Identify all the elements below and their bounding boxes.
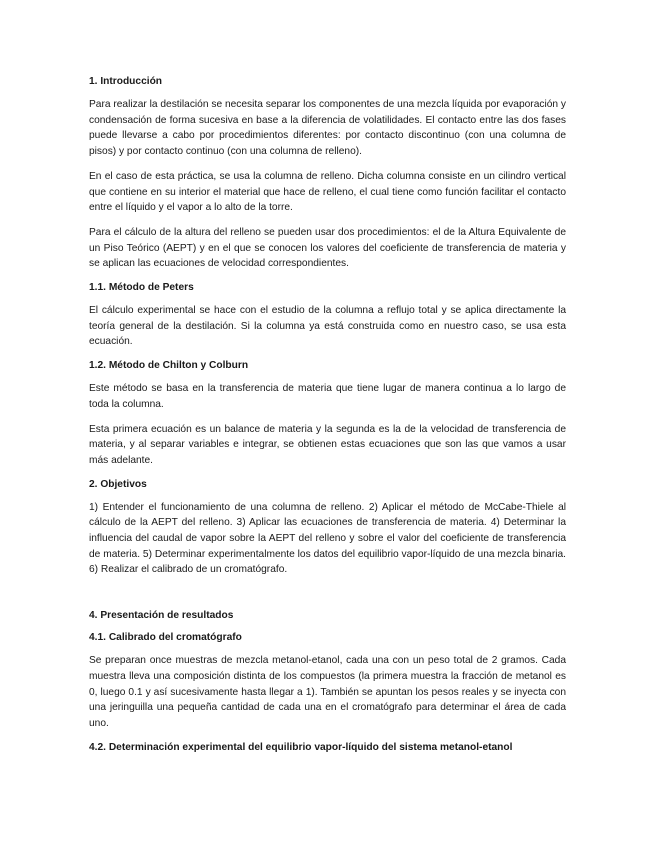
section-presentacion-resultados [89, 609, 566, 623]
section-heading: 1.2. Método de Chilton y Colburn [89, 360, 249, 372]
section-metodo-chilton-colburn [89, 359, 566, 469]
paragraph: Se preparan once muestras de mezcla metanol-etanol, cada una con un peso total de 2 gramos. Cada muestra lleva una composición distinta de los compuestos (la primera muestra la fracción de metanol es 0, luego 0.1 y así sucesivamente hasta llegar a 1). También se apuntan los pesos reales y se inyecta con una jeringuilla una pequeña cantidad de cada una en el cromatógrafo para determinar el área de cada uno. [89, 655, 566, 729]
paragraph: Para el cálculo de la altura del relleno se pueden usar dos procedimientos: el de la Altura Equivalente de un Piso Teórico (AEPT) y en el que se conocen los valores del coeficiente de transferencia de materia y se aplican las ecuaciones de velocidad correspondientes. [89, 226, 566, 270]
paragraph: En el caso de esta práctica, se usa la columna de relleno. Dicha columna consiste en un cilindro vertical que contiene en su interior el material que hace de relleno, el cual tiene como función facilitar el contacto entre el líquido y el vapor a lo alto de la torre. [89, 170, 566, 214]
paragraph: Para realizar la destilación se necesita separar los componentes de una mezcla líquida por evaporación y condensación de forma sucesiva en base a la diferencia de volatilidades. El contacto entre las dos fases puede llevarse a cabo por procedimientos diferentes: por contacto discontinuo (con una columna de pisos) y por contacto continuo (con una columna de relleno). [89, 99, 566, 158]
section-heading: 4.1. Calibrado del cromatógrafo [89, 632, 242, 644]
paragraph: El cálculo experimental se hace con el estudio de la columna a reflujo total y se aplica directamente la teoría general de la destilación. Si la columna ya está construida como en nuestro caso, se usa esta ecuación. [89, 305, 566, 348]
section-heading: 4.2. Determinación experimental del equilibrio vapor-líquido del sistema metanol-etanol [89, 741, 513, 753]
section-heading: 2. Objetivos [89, 478, 147, 490]
paragraph: 1) Entender el funcionamiento de una columna de relleno. 2) Aplicar el método de McCabe-Thiele al cálculo de la AEPT del relleno. 3) Aplicar las ecuaciones de transferencia de materia. 4) Determinar la influencia del caudal de vapor sobre la AEPT del relleno y sobre el valor del coeficiente de transferencia de materia. 5) Determinar experimentalmente los datos del equilibrio vapor-líquido de una mezcla binaria. 6) Realizar el calibrado de un cromatógrafo. [89, 501, 566, 576]
section-objetivos [89, 478, 566, 579]
section-metodo-peters [89, 281, 566, 350]
section-calibrado-cromatografo [89, 631, 566, 732]
section-gap [89, 587, 566, 609]
section-introduccion [89, 75, 566, 272]
section-equilibrio-vapor-liquido [89, 741, 566, 755]
section-heading: 1. Introducción [89, 76, 163, 87]
paragraph: Este método se basa en la transferencia de materia que tiene lugar de manera continua a lo largo de toda la columna. [89, 383, 566, 410]
section-heading: 1.1. Método de Peters [89, 282, 194, 294]
section-heading: 4. Presentación de resultados [89, 610, 234, 622]
paragraph: Esta primera ecuación es un balance de materia y la segunda es la de la velocidad de transferencia de materia, y al separar variables e integrar, se obtienen estas ecuaciones que son las que vamos a usar más adelante. [89, 423, 566, 466]
